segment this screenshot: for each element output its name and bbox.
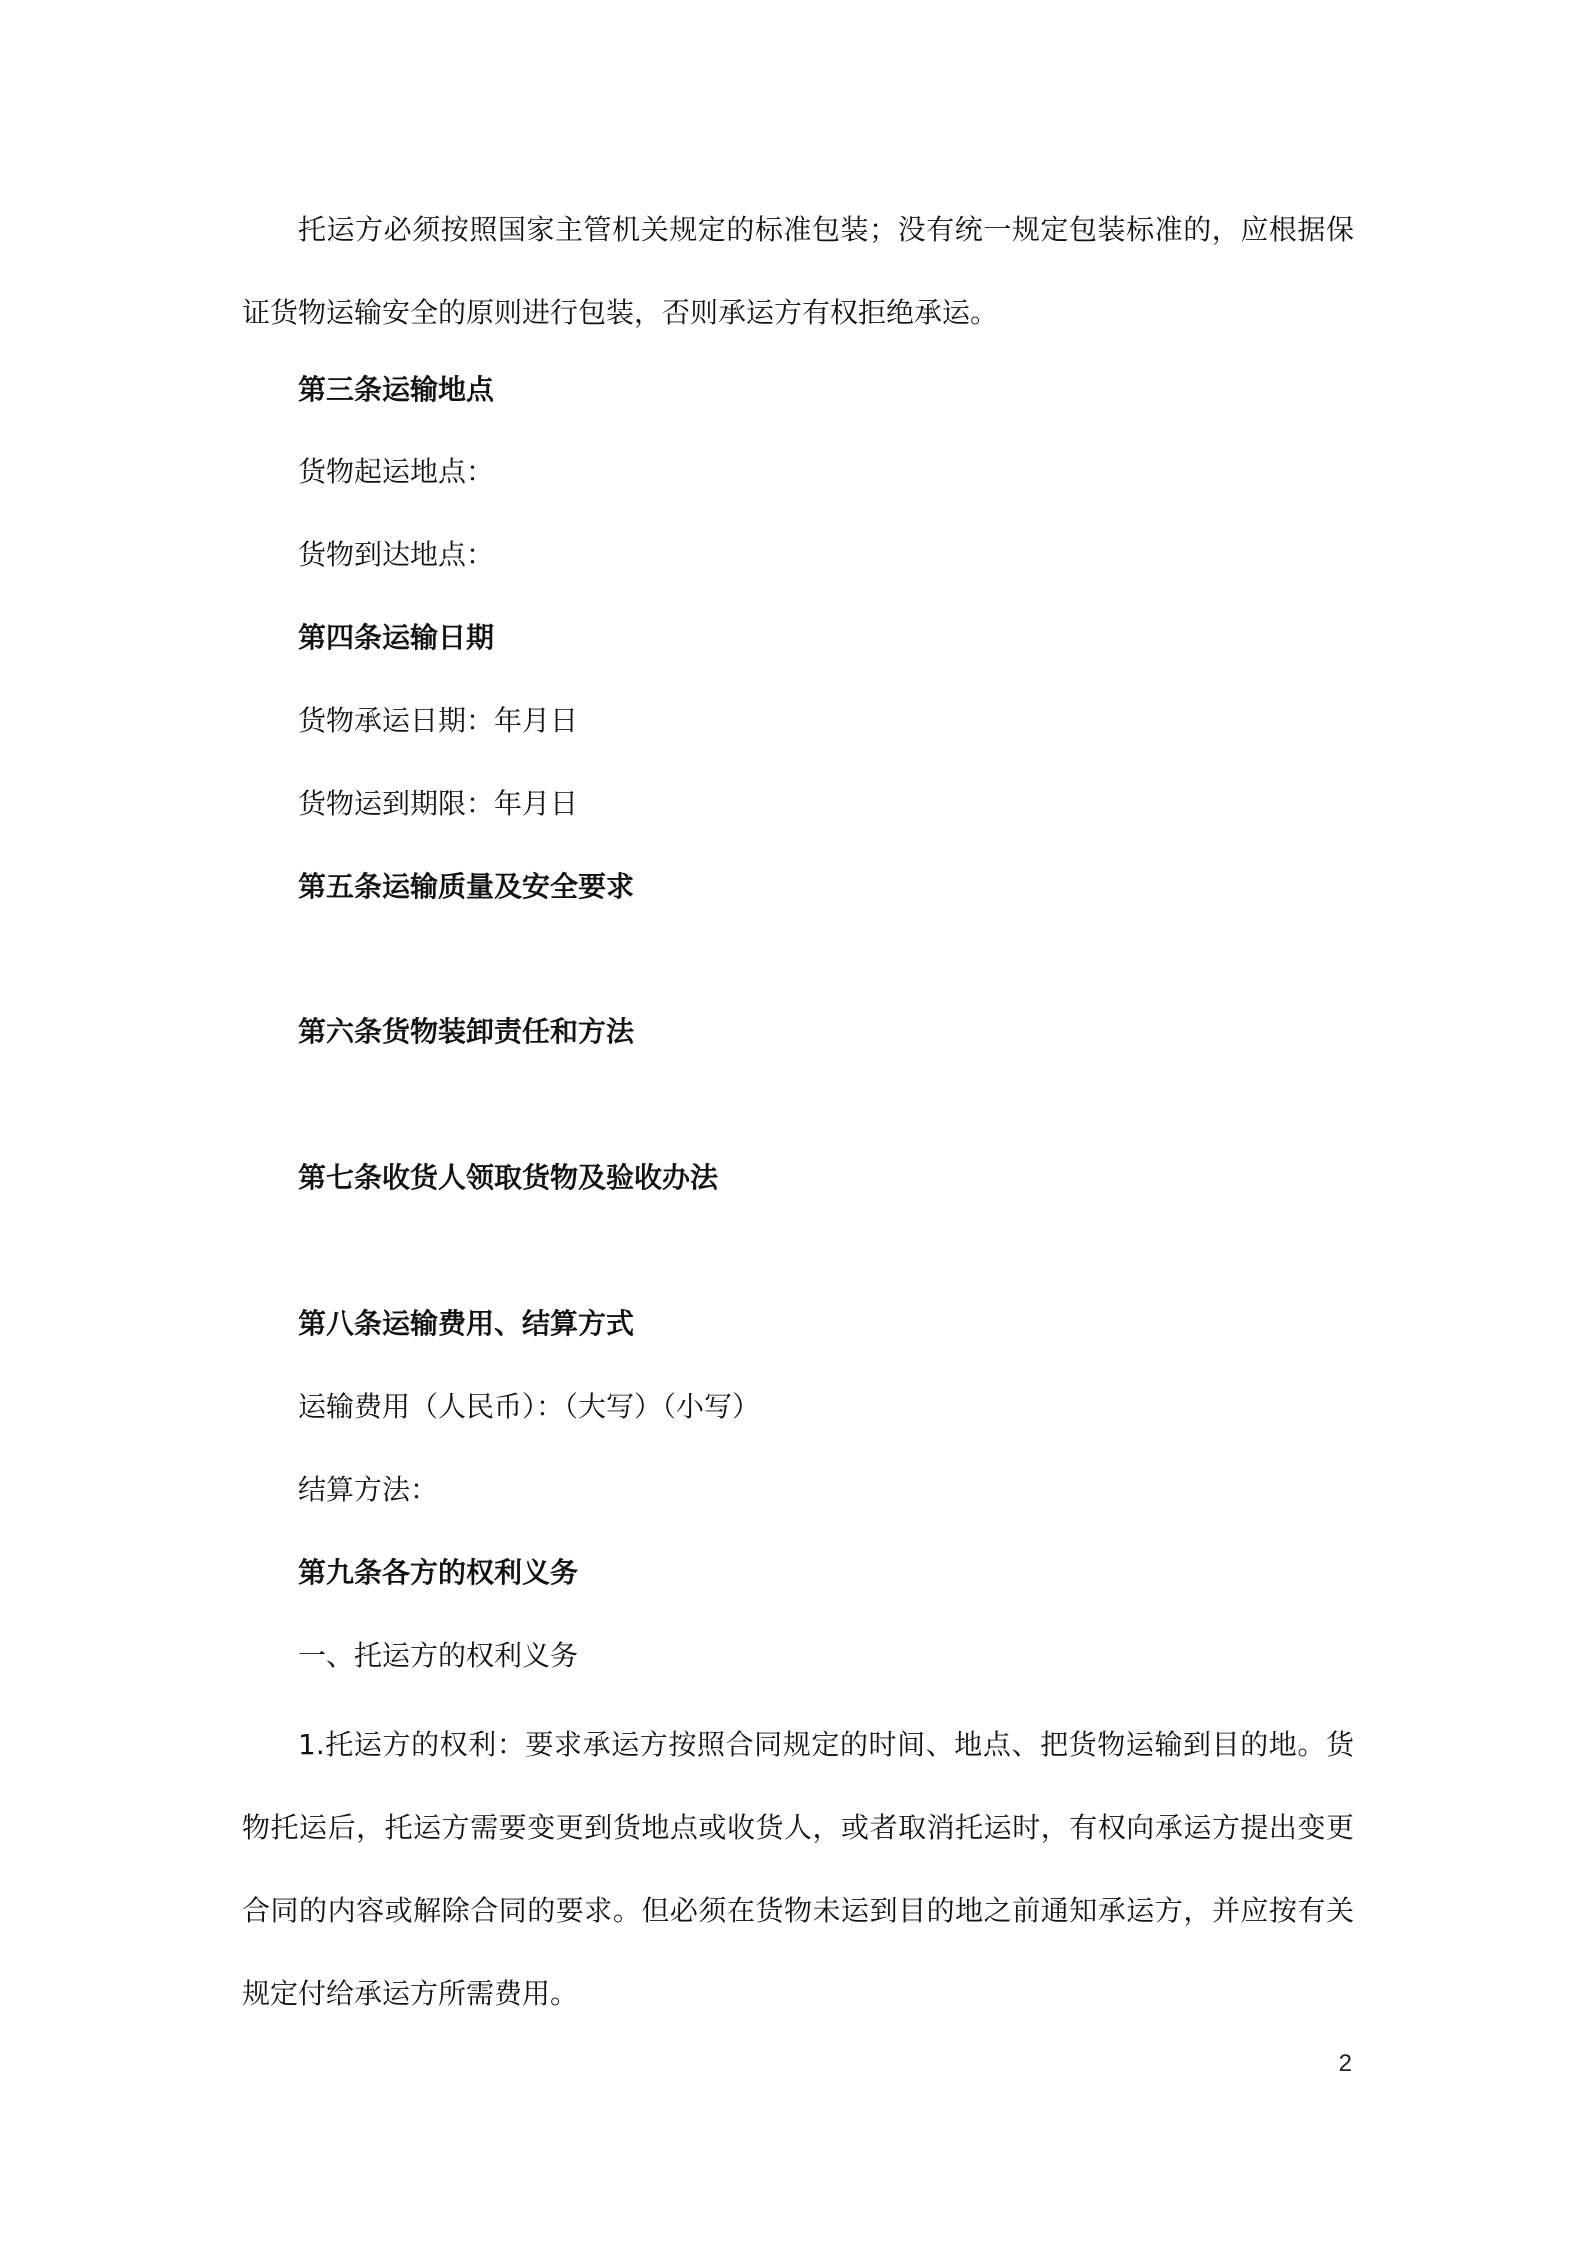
origin-field: 货物起运地点： xyxy=(298,455,495,488)
shipper-section-heading: 一、托运方的权利义务 xyxy=(298,1639,579,1672)
article-5-heading: 第五条运输质量及安全要求 xyxy=(298,870,635,903)
article-7-heading: 第七条收货人领取货物及验收办法 xyxy=(298,1161,719,1194)
delivery-deadline-field: 货物运到期限：年月日 xyxy=(298,787,579,820)
article-8-heading: 第八条运输费用、结算方式 xyxy=(298,1307,635,1340)
settlement-method-field: 结算方法： xyxy=(298,1473,439,1506)
destination-field: 货物到达地点： xyxy=(298,538,495,571)
shipper-rights-paragraph: 1.托运方的权利：要求承运方按照合同规定的时间、地点、把货物运输到目的地。货物托运后，托运方需要变更到货地点或收货人，或者取消托运时，有权向承运方提出变更合同的内容或解除合同的要求。但必须在货物未运到目的地之前通知承运方，并应按有关规定付给承运方所需费用。 xyxy=(242,1728,1354,2010)
page-number: 2 xyxy=(1338,2050,1352,2077)
article-9-heading: 第九条各方的权利义务 xyxy=(298,1556,579,1589)
acceptance-date-field: 货物承运日期：年月日 xyxy=(298,704,579,737)
packaging-paragraph: 托运方必须按照国家主管机关规定的标准包装；没有统一规定包装标准的，应根据保证货物运输安全的原则进行包装，否则承运方有权拒绝承运。 xyxy=(242,213,1354,329)
article-6-heading: 第六条货物装卸责任和方法 xyxy=(298,1015,635,1048)
freight-cost-field: 运输费用（人民币）：（大写）（小写） xyxy=(298,1390,761,1423)
article-3-heading: 第三条运输地点 xyxy=(298,373,495,406)
article-4-heading: 第四条运输日期 xyxy=(298,621,495,654)
